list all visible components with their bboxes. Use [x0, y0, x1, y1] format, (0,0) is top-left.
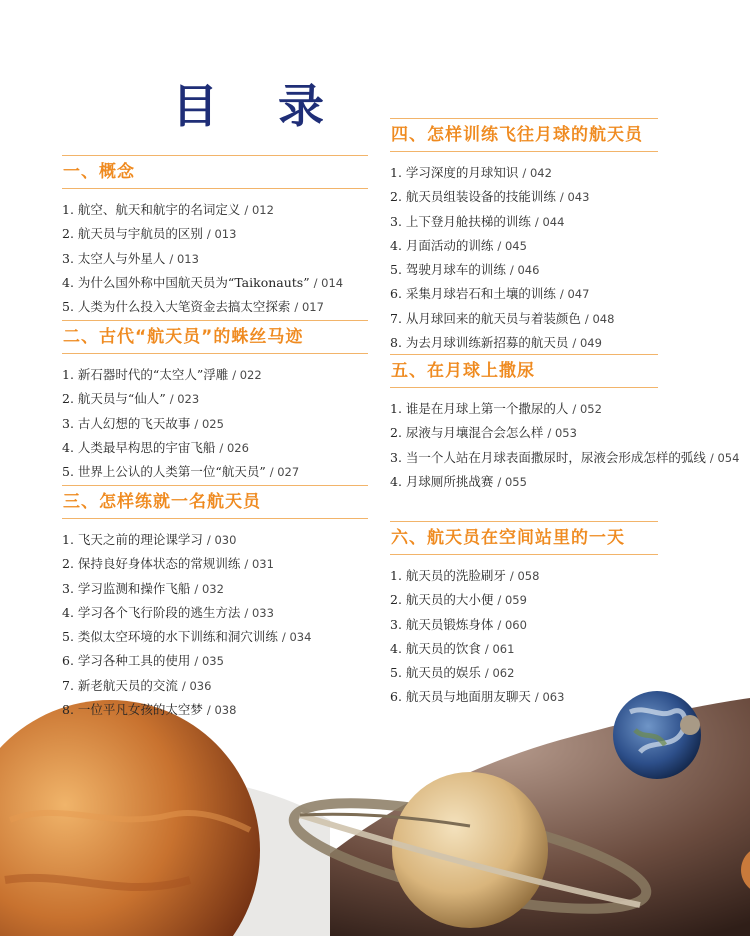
- moon: [680, 715, 700, 735]
- list-item[interactable]: 5. 世界上公认的人类第一位“航天员” / 027: [62, 464, 300, 480]
- list-item[interactable]: 1. 新石器时代的“太空人”浮雕 / 022: [62, 367, 262, 382]
- section-heading: 六、航天员在空间站里的一天: [391, 528, 625, 548]
- list-item[interactable]: 7. 新老航天员的交流 / 036: [62, 677, 212, 693]
- list-item[interactable]: 2. 尿液与月壤混合会怎么样 / 053: [390, 425, 577, 441]
- section-training: [62, 485, 368, 722]
- list-item[interactable]: 4. 学习各个飞行阶段的逃生方法 / 033: [62, 604, 274, 620]
- list-item[interactable]: 5. 航天员的娱乐 / 062: [390, 665, 515, 681]
- list-item[interactable]: 3. 学习监测和操作飞船 / 032: [62, 580, 224, 596]
- list-item[interactable]: 1. 飞天之前的理论课学习 / 030: [62, 532, 237, 547]
- list-item[interactable]: 7. 从月球回来的航天员与着装颜色 / 048: [390, 310, 615, 326]
- list-item[interactable]: 3. 当一个人站在月球表面撒尿时，尿液会形成怎样的弧线 / 054: [390, 449, 740, 465]
- list-item[interactable]: 5. 人类为什么投入大笔资金去搞太空探索 / 017: [62, 299, 324, 315]
- section-heading: 二、古代“航天员”的蛛丝马迹: [63, 327, 304, 347]
- section-heading: 三、怎样练就一名航天员: [63, 492, 261, 512]
- list-item[interactable]: 4. 航天员的饮食 / 061: [390, 640, 515, 656]
- list-item[interactable]: 2. 航天员的大小便 / 059: [390, 592, 527, 608]
- list-item[interactable]: 4. 人类最早构思的宇宙飞船 / 026: [62, 439, 249, 455]
- list-item[interactable]: 4. 为什么国外称中国航天员为“Taikonauts” / 014: [62, 274, 344, 290]
- list-item[interactable]: 2. 保持良好身体状态的常规训练 / 031: [62, 556, 274, 572]
- section-moon-training: [390, 118, 658, 355]
- list-item[interactable]: 6. 学习各种工具的使用 / 035: [62, 653, 224, 669]
- list-item[interactable]: 3. 古人幻想的飞天故事 / 025: [62, 415, 224, 431]
- list-item[interactable]: 5. 驾驶月球车的训练 / 046: [390, 262, 540, 278]
- list-item[interactable]: 4. 月球厕所挑战赛 / 055: [390, 473, 527, 489]
- list-item[interactable]: 5. 类似太空环境的水下训练和洞穴训练 / 034: [62, 629, 312, 645]
- list-item[interactable]: 1. 航天员的洗脸刷牙 / 058: [390, 568, 540, 583]
- section-moon-urine: [390, 354, 740, 494]
- list-item[interactable]: 3. 航天员锻炼身体 / 060: [390, 616, 527, 632]
- section-space-station: [390, 521, 658, 710]
- list-item[interactable]: 1. 学习深度的月球知识 / 042: [390, 165, 552, 180]
- list-item[interactable]: 3. 太空人与外星人 / 013: [62, 250, 199, 266]
- list-item[interactable]: 2. 航天员与“仙人” / 023: [62, 391, 200, 407]
- section-heading: 五、在月球上撒尿: [391, 361, 535, 381]
- list-item[interactable]: 8. 一位平凡女孩的太空梦 / 038: [62, 702, 237, 718]
- list-item[interactable]: 1. 谁是在月球上第一个撒尿的人 / 052: [390, 401, 602, 416]
- list-item[interactable]: 1. 航空、航天和航宇的名词定义 / 012: [62, 202, 274, 217]
- section-concept: [62, 155, 368, 319]
- list-item[interactable]: 2. 航天员与宇航员的区别 / 013: [62, 226, 237, 242]
- list-item[interactable]: 6. 航天员与地面朋友聊天 / 063: [390, 689, 565, 705]
- section-ancient: [62, 320, 368, 484]
- list-item[interactable]: 8. 为去月球训练新招募的航天员 / 049: [390, 335, 602, 351]
- list-item[interactable]: 2. 航天员组装设备的技能训练 / 043: [390, 189, 590, 205]
- list-item[interactable]: 4. 月面活动的训练 / 045: [390, 237, 527, 253]
- list-item[interactable]: 3. 上下登月舱扶梯的训练 / 044: [390, 213, 565, 229]
- section-heading: 一、概念: [63, 162, 135, 182]
- list-item[interactable]: 6. 采集月球岩石和土壤的训练 / 047: [390, 286, 590, 302]
- section-heading: 四、怎样训练飞往月球的航天员: [391, 125, 643, 145]
- page-title: 目 录: [172, 79, 347, 133]
